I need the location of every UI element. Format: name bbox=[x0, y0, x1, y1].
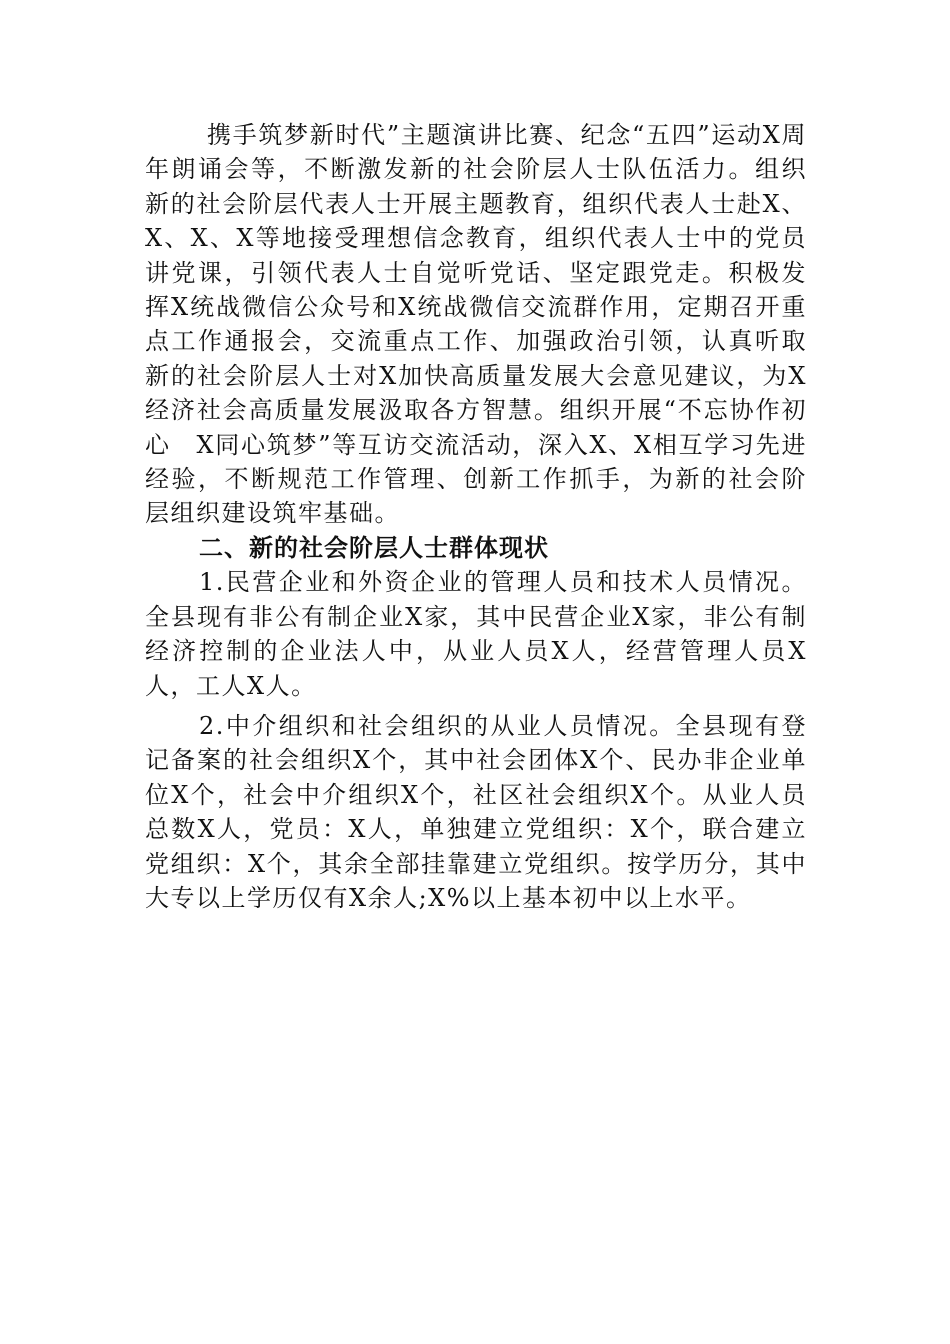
paragraph-activities: 携手筑梦新时代”主题演讲比赛、纪念“五四”运动X周年朗诵会等，不断激发新的社会阶层人士队伍活力。组织新的社会阶层代表人士开展主题教育，组织代表人士赴X、X、X、X等地接受理想信念教育，组织代表人士中的党员讲党课，引领代表人士自觉听党话、坚定跟党走。积极发挥X统战微信公众号和X统战微信交流群作用，定期召开重点工作通报会，交流重点工作、加强政治引领，认真听取新的社会阶层人士对X加快高质量发展大会意见建议，为X经济社会高质量发展汲取各方智慧。组织开展“不忘协作初心 X同心筑梦”等互访交流活动，深入X、X相互学习先进经验，不断规范工作管理、创新工作抓手，为新的社会阶层组织建设筑牢基础。 bbox=[145, 121, 807, 528]
section-heading: 二、新的社会阶层人士群体现状 bbox=[199, 533, 549, 562]
paragraph-enterprise-staff: 1.民营企业和外资企业的管理人员和技术人员情况。全县现有非公有制企业X家，其中民营企业X家，非公有制经济控制的企业法人中，从业人员X人，经营管理人员X人，工人X人。 bbox=[145, 568, 807, 700]
document-body bbox=[145, 118, 807, 915]
paragraph-social-organization-staff: 2.中介组织和社会组织的从业人员情况。全县现有登记备案的社会组织X个，其中社会团体X个、民办非企业单位X个，社会中介组织X个，社区社会组织X个。从业人员总数X人，党员：X人，单独建立党组织：X个，联合建立党组织：X个，其余全部挂靠建立党组织。按学历分，其中大专以上学历仅有X余人;X%以上基本初中以上水平。 bbox=[145, 711, 807, 912]
